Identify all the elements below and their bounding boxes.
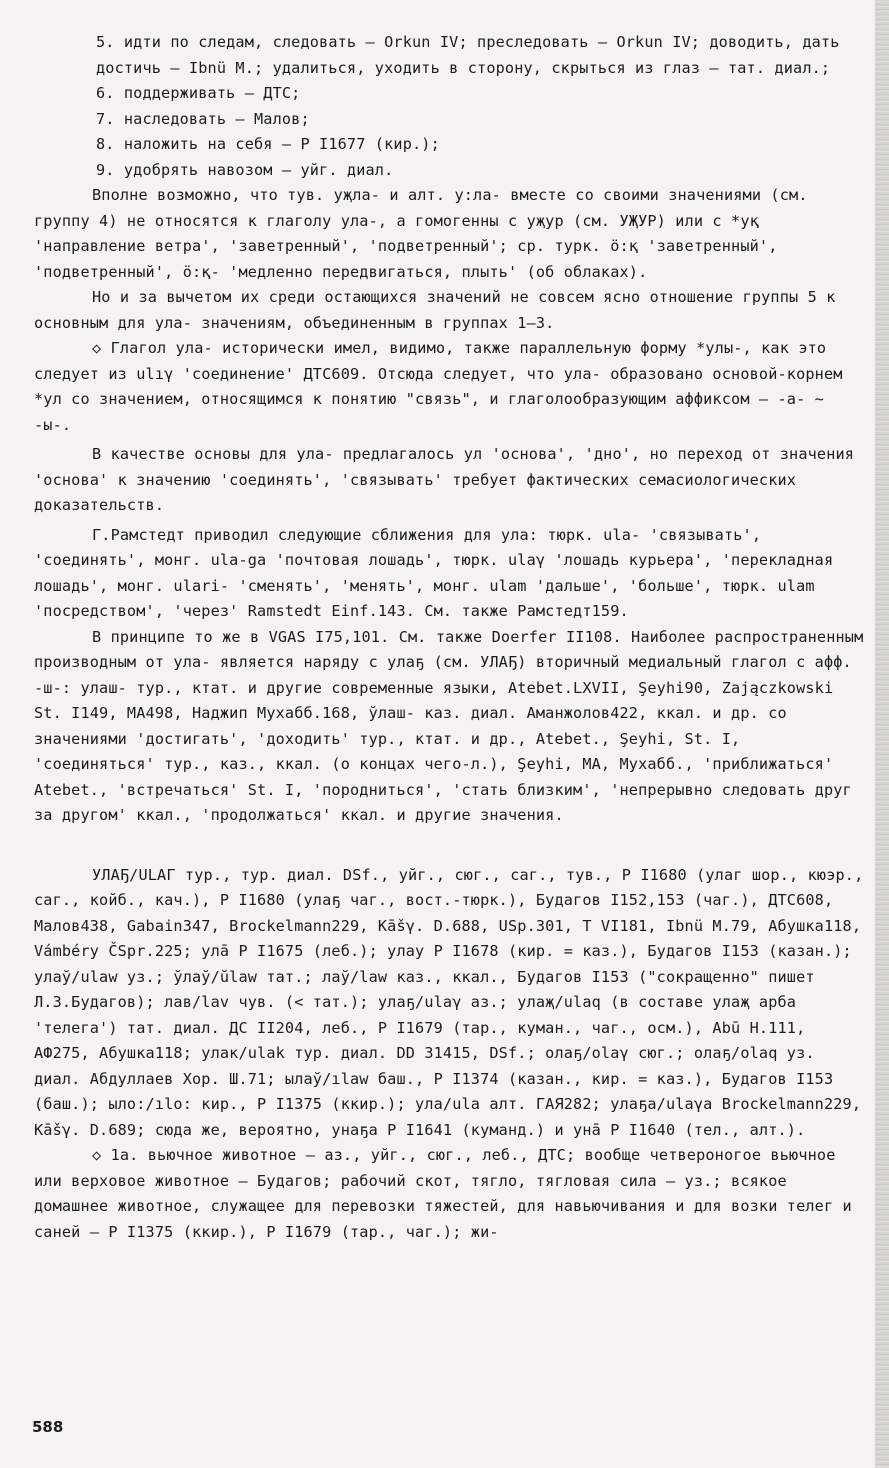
scan-edge-shadow [875, 0, 889, 1468]
paragraph-note-group5: Но и за вычетом их среди остающихся значений не совсем ясно отношение группы 5 к основным для ула- значениям, объединенным в группах 1–3. [34, 288, 836, 332]
paragraph-vgas: В принципе то же в VGAS I75,101. См. также Doerfer II108. Наиболее распространенным производным от ула- является наряду с улаҕ (см. УЛАҔ) вторичный медиальный глагол с афф. -ш-: улаш- тур., ктат. и другие современные языки, Atebet.LXVII, Şeyhi90, Zajączkowski St. I149, МА498, Наджип Мухабб.168, ўлаш- каз. диал. Аманжолов422, ккал. и др. со значениями 'достигать', 'доходить' тур., ктат. и др., Atebet., Şeyhi, St. I, 'соединяться' тур., каз., ккал. (о концах чего-л.), Şeyhi, МА, Мухабб., 'приближаться' Atebet., 'встречаться' St. I, 'породниться', 'стать близким', 'непрерывно следовать друг за другом' ккал., 'продолжаться' ккал. и другие значения. [34, 627, 864, 824]
paragraph-entry-ulag: УЛАҔ/ULAΓ тур., тур. диал. DSf., уйг., сюг., саг., тув., Р I1680 (улаг шор., кюэр., саг., койб., кач.), Р I1680 (улаҕ чаг., вост.-тюрк.), Будагов I152,153 (чаг.), ДТС608, Малов438, Gabain347, Brockelmann229, Kāšγ. D.688, USp.301, Т VI181, Ibnü M.79, Абушка118, Vámbéry ČSpr.225; улā Р I1675 (леб.); улау Р I1678 (кир. = каз.), Будагов I153 (казан.); улаў/ulaw уз.; ўлаў/ŭlaw тат.; лаў/law каз., ккал., Будагов I153 ("сокращенно" пишет Л.З.Будагов); лав/lav чув. (< тат.); улаҕ/ulaγ аз.; улаҗ/ulaq (в составе улаҗ арба 'телега') тат. диал. ДС II204, леб., Р I1679 (тар., куман., чаг., осм.), Abū H.111, АФ275, Абушка118; улак/ulak тур. диал. DD 31415, DSf.; олаҕ/olaγ сюг.; олаҕ/olaq уз. диал. Абдуллаев Хор. Ш.71; ылаў/ılaw баш., Р I1374 (казан., кир. = каз.), Будагов I153 (баш.); ыло:/ılo: кир., Р I1375 (ккир.); ула/ula алт. ГАЯ282; улаҕа/ulaγa Brockelmann229, Kāšγ. D.689; сюда же, вероятно, унаҕа Р I1641 (куманд.) и унā Р I1640 (тел., алт.). [34, 865, 864, 1139]
paragraph-meaning-6: 6. поддерживать – ДТС; [96, 84, 301, 102]
paragraph-meaning-8: 8. наложить на себя – Р I1677 (кир.); [96, 135, 440, 153]
paragraph-base-ul: В качестве основы для ула- предлагалось ул 'основа', 'дно', но переход от значения 'основа' к значению 'соединять', 'связывать' требует фактических семасиологических доказательств. [34, 445, 855, 514]
paragraph-meaning-9: 9. удобрять навозом – уйг. диал. [96, 160, 394, 179]
body-text [34, 30, 866, 1245]
paragraph-ramstedt: Г.Рамстедт приводил следующие сближения для ула: тюрк. ula- 'связывать', 'соединять', монг. ula-ga 'почтовая лошадь', тюрк. ulaγ 'лошадь курьера', 'перекладная лошадь', монг. ulari- 'сменять', 'менять', монг. ulam 'дальше', 'больше', тюрк. ulam 'посредством', 'через' Ramstedt Einf.143. См. также Рамстедт159. [34, 525, 834, 620]
paragraph-meaning-1a: ◇ 1а. вьючное животное – аз., уйг., сюг., леб., ДТС; вообще четвероногое вьючное или верховое животное – Будагов; рабочий скот, тягло, тягловая сила – уз.; всякое домашнее животное, служащее для перевозки тяжестей, для навьючивания и для возки телег и саней – Р I1375 (ккир.), Р I1679 (тар., чаг.); жи- [34, 1146, 852, 1241]
paragraph-meaning-5: 5. идти по следам, следовать – Orkun IV; преследовать – Orkun IV; доводить, дать достичь – Ibnü M.; удалиться, уходить в сторону, скрыться из глаз – тат. диал.; [96, 33, 840, 77]
meaning-list [34, 30, 866, 183]
paragraph-etymology-uly: ◇ Глагол ула- исторически имел, видимо, также параллельную форму *улы-, как это следует из ulıγ 'соединение' ДТС609. Отсюда следует, что ула- образовано основой-корнем *ул со значением, относящимся к понятию "связь", и глаголообразующим аффиксом – -а- ~ -ы-. [34, 339, 843, 434]
page-number: 588 [32, 1418, 64, 1436]
paragraph-note-tuv: Вполне возможно, что тув. уҗла- и алт. у:ла- вместе со своими значениями (см. группу 4) не относятся к глаголу ула-, а гомогенны с уҗур (см. УҖУР) или с *уқ 'направление ветра', 'заветренный', 'подветренный'; ср. турк. ӧ:қ 'заветренный', 'подветренный', ӧ:қ- 'медленно передвигаться, плыть' (об облаках). [34, 186, 808, 281]
paragraph-meaning-7: 7. наследовать – Малов; [96, 109, 310, 128]
